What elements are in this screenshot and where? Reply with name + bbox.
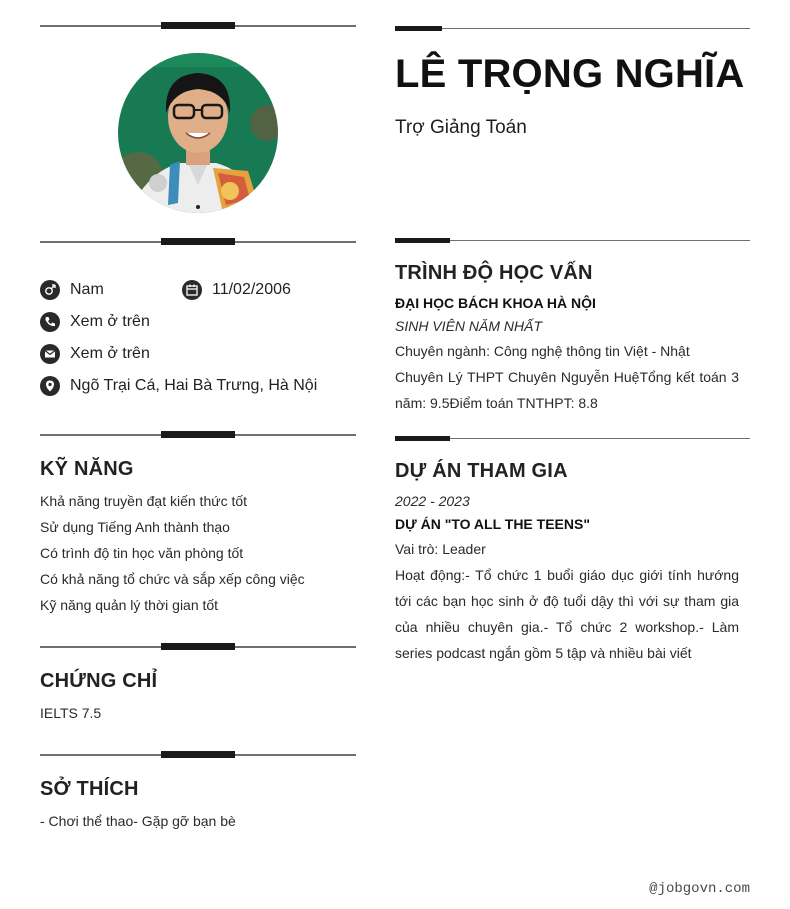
phone-row bbox=[40, 310, 150, 334]
gender-icon bbox=[40, 280, 60, 300]
candidate-name: LÊ TRỌNG NGHĨA bbox=[395, 52, 745, 96]
hobbies-title: SỞ THÍCH bbox=[40, 778, 139, 800]
address-row bbox=[40, 374, 317, 398]
address-value: Ngõ Trại Cá, Hai Bà Trưng, Hà Nội bbox=[70, 377, 318, 394]
left-divider-info bbox=[40, 238, 356, 246]
right-divider-education bbox=[395, 238, 750, 244]
left-divider-skills bbox=[40, 431, 356, 439]
gender-row bbox=[40, 278, 104, 302]
location-pin-icon bbox=[40, 376, 60, 396]
hobbies-text: - Chơi thể thao- Gặp gỡ bạn bè bbox=[40, 813, 236, 829]
right-divider-top bbox=[395, 26, 750, 32]
left-divider-certificates bbox=[40, 643, 356, 651]
right-divider-projects bbox=[395, 436, 750, 442]
skills-title: KỸ NĂNG bbox=[40, 458, 134, 480]
project-activities: Hoạt động:- Tổ chức 1 buổi giáo dục giới tính hướng tới các bạn học sinh ở độ tuổi dậy thì với sự tham gia của nhiều chuyên gia.- Tổ chức 2 workshop.- Làm series podcast ngắn gồm 5 tập và nhiều bài viết bbox=[395, 567, 739, 661]
left-divider-top bbox=[40, 22, 356, 30]
education-title: TRÌNH ĐỘ HỌC VẤN bbox=[395, 262, 593, 284]
project-role: Vai trò: Leader bbox=[395, 541, 486, 557]
certificate-item: IELTS 7.5 bbox=[40, 705, 102, 721]
education-major: Chuyên ngành: Công nghệ thông tin Việt - Nhật bbox=[395, 343, 690, 359]
gender-value: Nam bbox=[70, 281, 104, 298]
skill-item: Sử dụng Tiếng Anh thành thạo bbox=[40, 519, 230, 535]
phone-value: Xem ở trên bbox=[70, 313, 150, 330]
avatar-photo bbox=[118, 53, 278, 213]
skill-item: Có khả năng tổ chức và sắp xếp công việc bbox=[40, 571, 305, 587]
envelope-icon bbox=[40, 344, 60, 364]
birthday-row bbox=[182, 278, 291, 302]
candidate-position: Trợ Giảng Toán bbox=[395, 117, 527, 138]
calendar-icon bbox=[182, 280, 202, 300]
education-status: SINH VIÊN NĂM NHẤT bbox=[395, 318, 543, 334]
watermark: @jobgovn.com bbox=[649, 881, 750, 897]
education-school: ĐẠI HỌC BÁCH KHOA HÀ NỘI bbox=[395, 295, 596, 311]
skill-item: Kỹ năng quản lý thời gian tốt bbox=[40, 597, 219, 613]
project-name: DỰ ÁN "TO ALL THE TEENS" bbox=[395, 516, 590, 532]
birthday-value: 11/02/2006 bbox=[212, 281, 291, 298]
email-value: Xem ở trên bbox=[70, 345, 150, 362]
email-row bbox=[40, 342, 150, 366]
avatar bbox=[118, 53, 278, 213]
left-divider-hobbies bbox=[40, 751, 356, 759]
certificates-title: CHỨNG CHỈ bbox=[40, 670, 158, 692]
education-details: Chuyên Lý THPT Chuyên Nguyễn HuệTổng kết toán 3 năm: 9.5Điểm toán TNTHPT: 8.8 bbox=[395, 369, 739, 411]
project-period: 2022 - 2023 bbox=[395, 493, 470, 509]
projects-title: DỰ ÁN THAM GIA bbox=[395, 460, 568, 482]
skill-item: Có trình độ tin học văn phòng tốt bbox=[40, 545, 244, 561]
skill-item: Khả năng truyền đạt kiến thức tốt bbox=[40, 493, 248, 509]
phone-icon bbox=[40, 312, 60, 332]
